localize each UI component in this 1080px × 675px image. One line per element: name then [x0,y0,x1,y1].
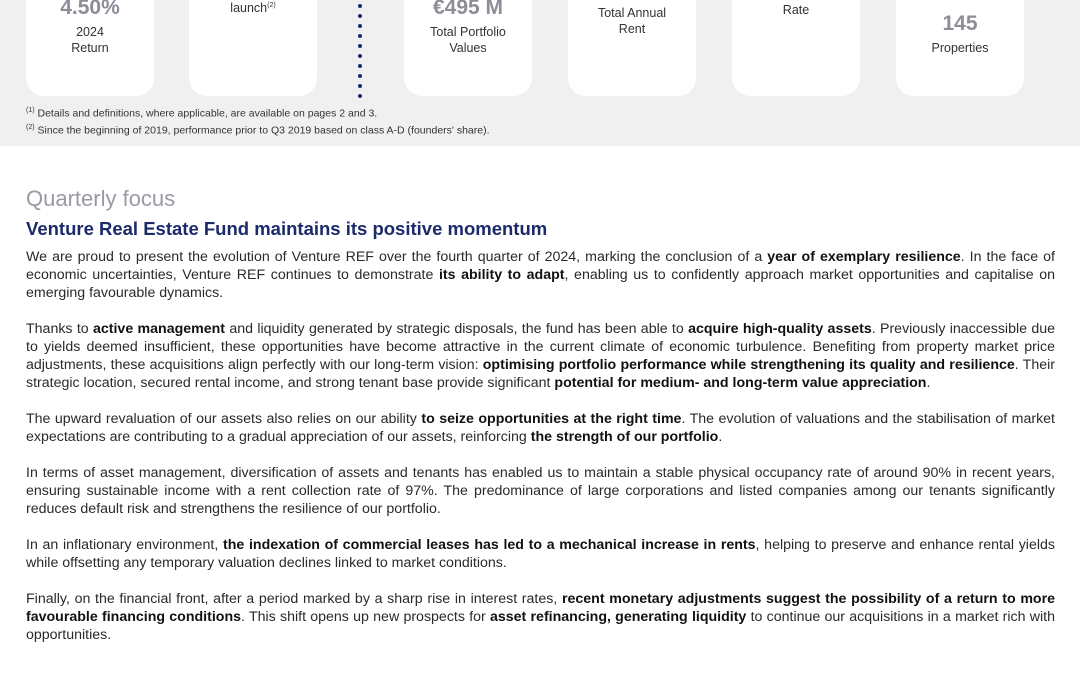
kpi-label: Values [449,41,487,55]
kpi-label: 2024 [76,25,104,39]
dotted-separator [358,0,364,100]
emphasis-text: acquire high-quality assets [688,321,872,337]
kpi-label: Return [71,41,109,55]
paragraph-text: and liquidity generated by strategic disposals, the fund has been able to [225,321,689,337]
footnote-2 [26,121,490,138]
emphasis-text: optimising portfolio performance while strengthening its quality and resilience [482,357,1015,373]
footnote-mark: (2) [26,123,35,131]
kpi-value: 145 [942,12,978,35]
paragraph-text: . In the face of economic uncertainties, Venture REF continues to demonstrate [26,249,1055,283]
footnote-text: Details and definitions, where applicable, are available on pages 2 and 3. [34,107,378,120]
kpi-band [0,0,1080,146]
paragraph-text: . This shift opens up new prospects for [241,609,490,625]
paragraph-text: to continue our acquisitions in a market rich with opportunities. [26,609,1055,643]
paragraph-text: , helping to preserve and enhance rental yields while offsetting any temporary valuation declines linked to market conditions. [26,537,1055,571]
paragraph [26,248,1055,302]
emphasis-text: potential for medium- and long-term value appreciation [554,375,927,391]
kpi-label-text: launch [230,1,268,16]
paragraph-text: Thanks to [26,321,93,337]
paragraph-text: . Their strategic location, secured rental income, and strong tenant base provide significant [26,357,1055,391]
footnote-mark: (1) [26,107,35,114]
emphasis-text: the indexation of commercial leases has led to a mechanical increase in rents [223,537,756,553]
paragraph [26,536,1055,572]
kpi-value: €495 M [432,0,504,19]
footnote-1 [26,104,490,121]
paragraph [26,320,1055,392]
kpi-label: Rate [782,3,810,17]
kpi-value: 4.50% [60,0,120,19]
kpi-label [189,0,317,16]
paragraph-text: . Previously inaccessible due to yields deemed insufficient, these opportunities have become attractive in the current climate of economic turbulence. Benefiting from property market price adjustments, these acquisitions align perfectly with our long-term vision: [26,321,1056,373]
kpi-card-launch [189,0,317,96]
emphasis-text: active management [92,321,226,337]
footnote-mark: (2) [267,2,276,9]
kpi-card-rate [732,0,860,96]
emphasis-text: its ability to adapt [438,267,565,283]
paragraph-text: . The evolution of valuations and the stabilisation of market expectations are contributing to a gradual appreciation of our assets, reinforcing [26,411,1055,445]
paragraph [26,464,1055,518]
kpi-card-return [26,0,154,96]
kpi-card-properties [896,0,1024,96]
emphasis-text: the strength of our portfolio [530,429,719,445]
footnote-text: Since the beginning of 2019, performance prior to Q3 2019 based on class A-D (founders' share). [34,124,490,136]
kpi-label: Properties [931,41,989,55]
paragraph-text: Finally, on the financial front, after a period marked by a sharp rise in interest rates, [26,591,562,607]
paragraph-text: . [718,429,723,445]
paragraph-text: The upward revaluation of our assets also relies on our ability [26,411,422,427]
paragraph-text: We are proud to present the evolution of Venture REF over the fourth quarter of 2024, marking the conclusion of a [26,249,768,265]
paragraph-text: . [926,375,931,391]
footnotes [26,104,490,137]
kpi-label: Total Portfolio [430,25,506,39]
emphasis-text: year of exemplary resilience [767,249,961,265]
paragraph [26,590,1055,644]
kpi-card-portfolio-value [404,0,532,96]
article-body [26,248,1055,662]
kpi-label: Rent [618,22,646,36]
paragraph-text: In terms of asset management, diversification of assets and tenants has enabled us to maintain a stable physical occupancy rate of around 90% in recent years, ensuring sustainable income with a rent collection rate of 97%. The predominance of large corporations and listed companies among our tenants significantly reduces default risk and strengthens the resilience of our portfolio. [26,465,1055,517]
emphasis-text: recent monetary adjustments suggest the possibility of a return to more favourable financing conditions [26,591,1056,625]
kpi-label: Total Annual [597,6,667,20]
section-title: Venture Real Estate Fund maintains its positive momentum [26,218,548,239]
paragraph [26,410,1055,446]
kpi-card-annual-rent [568,0,696,96]
emphasis-text: to seize opportunities at the right time [421,411,682,427]
paragraph-text: In an inflationary environment, [26,537,223,553]
section-heading: Quarterly focus [26,186,176,211]
paragraph-text: , enabling us to confidently approach market opportunities and capitalise on emerging favourable dynamics. [26,267,1056,301]
emphasis-text: asset refinancing, generating liquidity [490,609,747,625]
